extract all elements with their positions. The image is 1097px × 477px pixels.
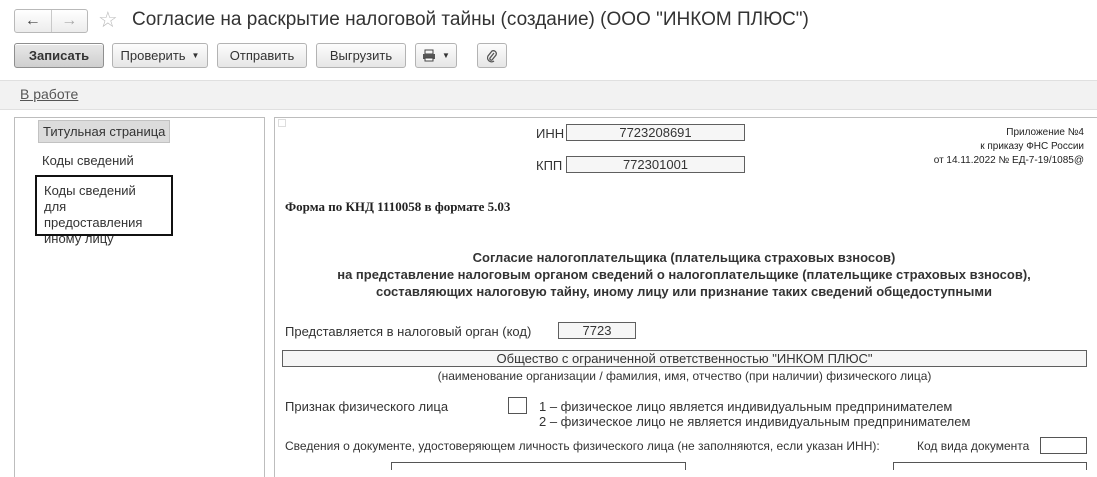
- appendix-line: от 14.11.2022 № ЕД-7-19/1085@: [933, 155, 1084, 166]
- doc-number-field[interactable]: [893, 462, 1087, 470]
- form-heading: [284, 249, 1084, 300]
- doc-type-field[interactable]: [1040, 437, 1087, 454]
- star-icon[interactable]: ☆: [98, 7, 118, 32]
- tax-authority-label: Представляется в налоговый орган (код): [285, 324, 532, 339]
- doc-type-label: Код вида документа: [917, 439, 1030, 453]
- print-button[interactable]: [415, 43, 457, 68]
- check-button-label: Проверить: [120, 48, 186, 63]
- heading-line: Согласие налогоплательщика (плательщика страховых взносов): [472, 250, 896, 265]
- status-bar: [0, 80, 1097, 110]
- navigation-group: [14, 9, 88, 33]
- export-button[interactable]: Выгрузить: [316, 43, 406, 68]
- arrow-right-icon: →: [61, 12, 78, 29]
- id-doc-label: Сведения о документе, удостоверяющем личность физического лица (не заполняются, если указан ИНН):: [285, 439, 880, 453]
- status-link[interactable]: В работе: [20, 86, 79, 102]
- corner-marker: [278, 119, 286, 127]
- sidebar-item-title-page[interactable]: Титульная страница: [38, 120, 170, 143]
- appendix-line: к приказу ФНС России: [980, 141, 1084, 152]
- org-name-field[interactable]: Общество с ограниченной ответственностью "ИНКОМ ПЛЮС": [282, 350, 1087, 367]
- appendix-line: Приложение №4: [1006, 127, 1084, 138]
- flag-option: 1 – физическое лицо является индивидуальным предпринимателем: [539, 399, 953, 414]
- sidebar-item-line: Коды сведений: [44, 183, 136, 198]
- sidebar-item-codes-other-person[interactable]: [35, 175, 173, 246]
- form-code: Форма по КНД 1110058 в формате 5.03: [285, 199, 511, 214]
- back-button[interactable]: [15, 10, 51, 32]
- chevron-down-icon: ▼: [442, 51, 450, 60]
- flag-option: 2 – физическое лицо не является индивидуальным предпринимателем: [539, 414, 971, 429]
- window-title: Согласие на раскрытие налоговой тайны (создание) (ООО "ИНКОМ ПЛЮС"): [132, 9, 809, 30]
- individual-flag-field[interactable]: [508, 397, 527, 414]
- chevron-down-icon: ▼: [191, 51, 200, 60]
- inn-field[interactable]: 7723208691: [566, 124, 745, 141]
- inn-label: ИНН: [536, 126, 565, 141]
- arrow-left-icon: ←: [24, 12, 41, 29]
- doc-series-field[interactable]: [391, 462, 686, 470]
- sidebar-item-line: иному лицу: [44, 231, 114, 246]
- kpp-label: КПП: [536, 158, 563, 173]
- printer-icon: [422, 49, 436, 62]
- paperclip-icon: [486, 49, 498, 63]
- kpp-field[interactable]: 772301001: [566, 156, 745, 173]
- check-button[interactable]: [112, 43, 208, 68]
- tax-authority-field[interactable]: 7723: [558, 322, 636, 339]
- forward-button[interactable]: [51, 10, 88, 32]
- sidebar-item-line: для предоставления: [44, 199, 143, 230]
- heading-line: составляющих налоговую тайну, иному лицу или признание таких сведений общедоступными: [376, 284, 992, 299]
- save-button[interactable]: Записать: [14, 43, 104, 68]
- heading-line: на представление налоговым органом сведений о налогоплательщике (плательщике страховых взносов),: [337, 267, 1031, 282]
- org-name-caption: (наименование организации / фамилия, имя, отчество (при наличии) физического лица): [437, 369, 932, 383]
- sidebar-item-codes[interactable]: Коды сведений: [42, 153, 134, 168]
- appendix-note: [880, 126, 1084, 168]
- attach-button[interactable]: [477, 43, 507, 68]
- individual-flag-label: Признак физического лица: [285, 399, 449, 414]
- individual-flag-options: [539, 399, 970, 429]
- sections-panel: [14, 117, 265, 477]
- send-button[interactable]: Отправить: [217, 43, 307, 68]
